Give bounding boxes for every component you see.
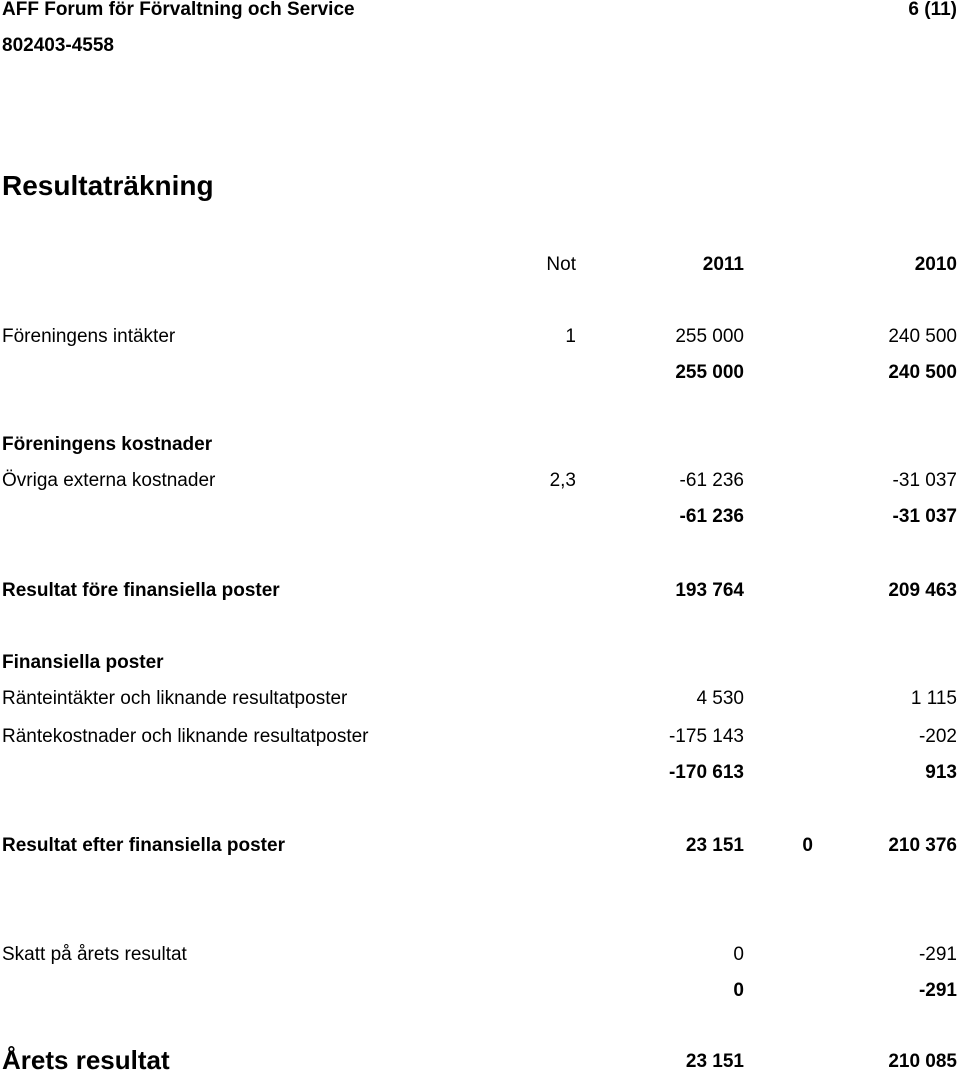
row-not-ovriga: 2,3	[549, 470, 576, 491]
row-previous-arets-resultat: 210 085	[888, 1051, 957, 1072]
sum-previous-skatt: -291	[918, 980, 957, 1001]
sum-current-intakter: 255 000	[675, 362, 744, 383]
sum-previous-finansiella: 913	[925, 762, 957, 783]
row-previous-ovriga: -31 037	[892, 470, 957, 491]
row-label-arets-resultat: Årets resultat	[2, 1045, 170, 1075]
row-middle-resultat-efter: 0	[802, 835, 813, 856]
organization-name: AFF Forum för Förvaltning och Service	[2, 0, 355, 20]
sum-previous-intakter: 240 500	[888, 362, 957, 383]
row-previous-ranteintakter: 1 115	[910, 688, 957, 709]
section-heading-finansiella: Finansiella poster	[2, 652, 164, 673]
row-current-ranteintakter: 4 530	[696, 688, 744, 709]
page-number: 6 (11)	[908, 0, 957, 20]
row-label-resultat-fore: Resultat före finansiella poster	[2, 580, 280, 601]
row-current-skatt: 0	[733, 944, 744, 965]
sum-current-finansiella: -170 613	[668, 762, 744, 783]
row-label-ovriga: Övriga externa kostnader	[2, 470, 216, 491]
sum-current-kostnader: -61 236	[679, 506, 744, 527]
sum-current-skatt: 0	[733, 980, 744, 1001]
row-label-ranteintakter: Ränteintäkter och liknande resultatposter	[2, 688, 348, 709]
column-header-not: Not	[546, 254, 576, 275]
row-label-skatt: Skatt på årets resultat	[2, 944, 187, 965]
row-current-ovriga: -61 236	[679, 470, 744, 491]
column-header-2010: 2010	[914, 254, 957, 275]
row-not-intakter: 1	[565, 326, 576, 347]
page-title: Resultaträkning	[2, 170, 214, 201]
row-current-intakter: 255 000	[675, 326, 744, 347]
row-previous-rantekostnader: -202	[918, 726, 957, 747]
row-current-resultat-efter: 23 151	[685, 835, 744, 856]
row-current-resultat-fore: 193 764	[675, 580, 744, 601]
sum-previous-kostnader: -31 037	[892, 506, 957, 527]
organization-number: 802403-4558	[2, 35, 114, 56]
row-current-arets-resultat: 23 151	[685, 1051, 744, 1072]
row-previous-resultat-efter: 210 376	[888, 835, 957, 856]
row-previous-resultat-fore: 209 463	[888, 580, 957, 601]
row-label-resultat-efter: Resultat efter finansiella poster	[2, 835, 285, 856]
column-header-2011: 2011	[702, 254, 744, 275]
section-heading-kostnader: Föreningens kostnader	[2, 434, 213, 455]
row-label-intakter: Föreningens intäkter	[2, 326, 176, 347]
row-previous-skatt: -291	[918, 944, 957, 965]
row-label-rantekostnader: Räntekostnader och liknande resultatposter	[2, 726, 369, 747]
row-current-rantekostnader: -175 143	[668, 726, 744, 747]
row-previous-intakter: 240 500	[888, 326, 957, 347]
